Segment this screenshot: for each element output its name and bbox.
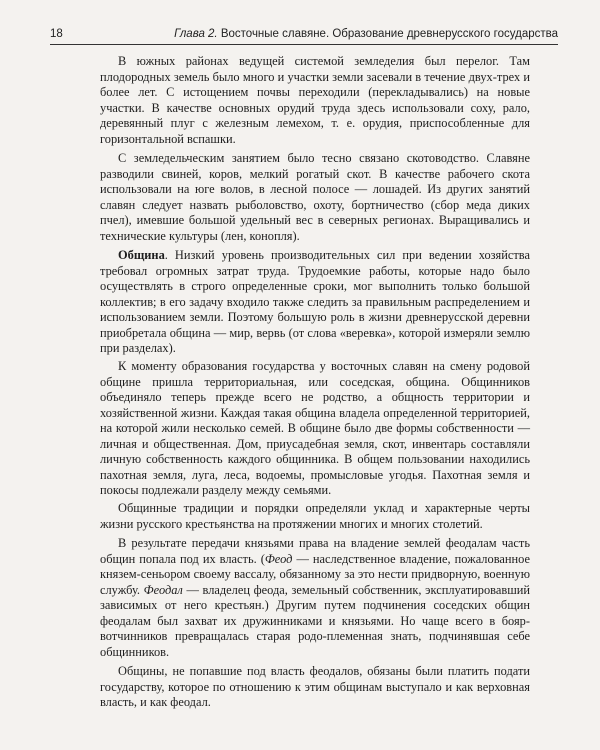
section-heading-obshchina: Община	[118, 248, 165, 262]
paragraph-livestock: С земледельческим занятием было тесно связано скотоводство. Славяне разводили свиней, коров, мелкий рогатый скот. В качестве рабочего скота использовали на юге волов, в лесной полосе — лошадей. Из других занятий славян следует назвать рыболовство, охоту, бортничество (сбор меда диких пчел), имевшие большой удельный вес в северных регионах. Выращивались и технические культуры (лен, конопля).	[100, 151, 530, 243]
paragraph-southern-farming: В южных районах ведущей системой земледелия был перелог. Там плодородных земель было много и участки земли засевали в течение двух-трех и более лет. С истощением почвы переходили (перекладывались) на новые участки. В качестве основных орудий труда здесь использовали соху, рало, деревянный плуг с железным лемехом, т. е. орудия, приспособленные для горизонтальной вспашки.	[100, 54, 530, 146]
feudal-text-part2: — наследственное владение, пожалованное князем-сеньором своему вассалу, обязанному за это нести придворную, военную службу.	[100, 551, 530, 597]
chapter-header	[174, 27, 558, 41]
paragraph-obshchina	[100, 248, 530, 357]
paragraph-free-communities: Общины, не попавшие под власть феодалов, обязаны были платить подати государству, которое по отношению к этим общинам выступало и как верховная власть, и как феодал.	[100, 664, 530, 709]
header-rule	[50, 44, 558, 45]
chapter-title: Восточные славяне. Образование древнерусского государства	[220, 28, 558, 40]
paragraph-community-traditions: Общинные традиции и порядки определяли уклад и характерные черты жизни русского крестьянства на протяжении многих и многих столетий.	[100, 501, 530, 531]
term-feod: Феод	[264, 551, 293, 566]
feudal-text-part3: — владелец феода, земельный собственник, эксплуатировавший зависимых от него крестьян.) Другим путем подчинения соседских общин феодалам был захват их дружинниками и князьями. Но чаще всего в бояр-вотчинников превращалась старая родо-племенная знать, подчинявшая себе общинников.	[100, 582, 531, 659]
paragraph-feudal-lords	[100, 536, 530, 660]
paragraph-territorial-community: К моменту образования государства у восточных славян на смену родовой общине пришла территориальная, или соседская, община. Общинников объединяло теперь прежде всего не родство, а общность территории и хозяйственной жизни. Каждая такая община владела определенной территорией, на которой жили несколько семей. В общине было две формы собственности — личная и общественная. Дом, приусадебная земля, скот, инвентарь составляли личную собственность каждого общинника. В общем пользовании находились пахотная земля, луга, леса, водоемы, промысловые угодья. Пахотная земля и покосы подлежали разделу между семьями.	[100, 359, 530, 497]
paragraph-obshchina-text: . Низкий уровень производительных сил при ведении хозяйства требовал огромных затрат труда. Трудоемкие работы, которые надо было осуществлять в строго определенные сроки, мог выполнить только большой коллектив; в его задачу входило также следить за правильным распределением и использованием земли. Поэтому большую роль в жизни древнерусской деревни приобретала община — мир, вервь (от слова «веревка», которой измеряли землю при разделах).	[100, 248, 530, 355]
page-body	[100, 54, 530, 713]
running-head	[50, 27, 558, 41]
chapter-label: Глава 2.	[174, 28, 218, 40]
page-number: 18	[50, 28, 63, 40]
term-feodal: Феодал	[143, 582, 183, 597]
feudal-text-part1: В результате передачи князьями права на владение землей феодалам часть общин попала под их власть. (	[100, 536, 530, 566]
